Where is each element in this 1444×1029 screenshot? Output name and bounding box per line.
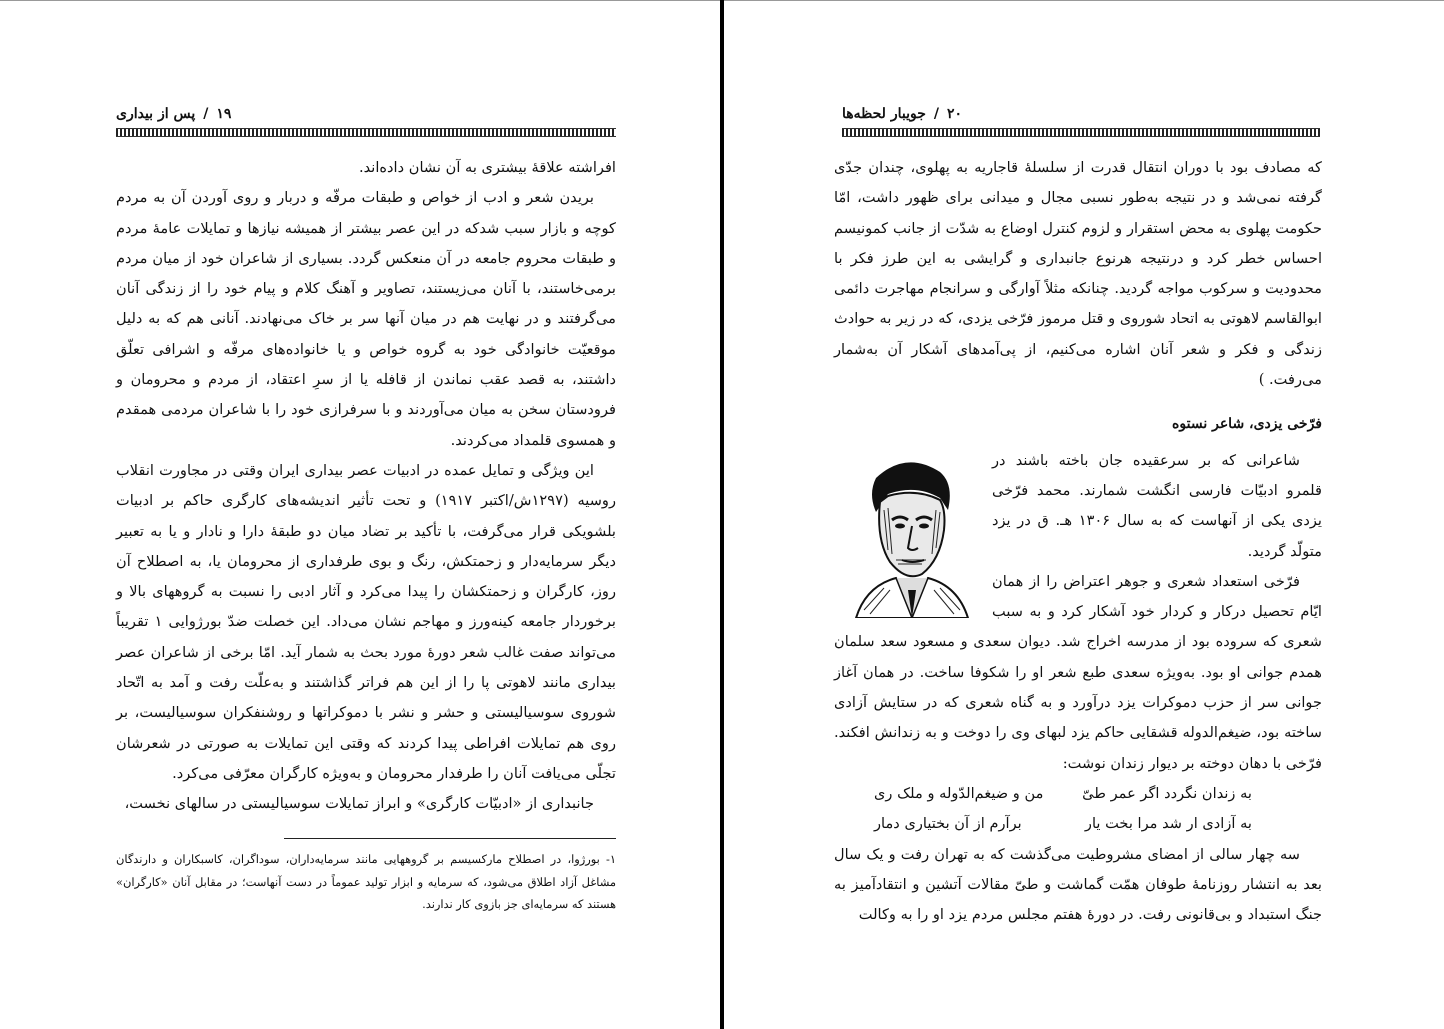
verse-hemistich: برآرم از آن بختیاری دمار (874, 815, 1022, 833)
verse-line (834, 779, 1322, 809)
paragraph: این ویژگی و تمایل عمده در ادبیات عصر بیداری ایران وقتی در مجاورت انقلاب روسیه (۱۲۹۷ش/اکتبر ۱۹۱۷) و تحت تأثیر اندیشه‌های کارگری حاکم بر ادبیات بلشویکی قرار می‌گرفت، با تأکید بر تضاد میان دو طبقهٔ دارا و نادار و یا به تعبیر دیگر سرمایه‌دار و زحمتکش، رنگ و بوی طرفداری از محرومان یا، به اصطلاح آن روز، کارگران و زحمتکشان را پیدا می‌کرد و آثار ادبی را نسبت به گروههای بالا و برخوردار جامعه کینه‌ورز و مهاجم نشان می‌داد. این خصلت ضدّ بورژوایی ۱ تقریباً می‌تواند صفت غالب شعر دورهٔ مورد بحث به شمار آید. امّا برخی از شاعران عصر بیداری مانند لاهوتی پا را از این هم فراتر گذاشتند و به‌علّت رفت و آمد به اتّحاد شوروی سوسیالیستی و حشر و نشر با دموکراتها و روشنفکران سوسیالیست، بر روی هم تمایلات افراطی پیدا کردند که وقتی این تمایلات به صورتی در شعرشان تجلّی می‌یافت آنان را طرفدار محرومان و به‌ویژه کارگران معرّفی می‌کرد. (116, 461, 617, 782)
footnote-separator (284, 838, 616, 839)
portrait-farrokhi-yazdi-icon (836, 450, 976, 618)
left-header-separator: / (203, 106, 209, 122)
right-page (724, 0, 1444, 1029)
right-page-header (842, 100, 1322, 122)
left-page-header (116, 100, 616, 122)
verse-hemistich: به آزادی ار شد مرا بخت یار (1084, 815, 1252, 833)
verse-hemistich: من و ضیغم‌الدّوله و ملک ری (874, 784, 1044, 802)
section-title: فرّخی یزدی، شاعر نستوه (1172, 416, 1322, 433)
verse-line (834, 809, 1322, 839)
paragraph: بریدن شعر و ادب از خواص و طبقات مرفّه و دربار و روی آوردن آن به مردم کوچه و بازار سبب شدکه در این عصر بیشتر از همیشه نیازها و تمایلات عامهٔ مردم و طبقات محروم جامعه در آن منعکس گردد. بسیاری از شاعران خود از میان مردم برمی‌خاستند، با آنان می‌زیستند، تصاویر و آهنگ کلام و پیام خود را از زندگی آنان می‌گرفتند و در نهایت هم در میان آنها سر بر خاک می‌نهادند. آنانی هم که به دلیل موقعیّت خانوادگی خود به گروه خواص و یا خانواده‌های مرفّه و اشرافی تعلّق داشتند، به قصد عقب نماندن از قافله یا از سرِ اعتقاد، از مردم و محرومان و فرودستان سخن به میان می‌آوردند و با سرفرازی خود را با شاعران مردمی همقدم و همسوی قلمداد می‌کردند. (116, 189, 616, 449)
right-body-text (834, 153, 1322, 930)
footnotes (116, 848, 616, 916)
paragraph: فرّخی استعداد شعری و جوهر اعتراض را از همان ایّام تحصیل درکار و کردار خود آشکار کرد و به سبب شعری که سروده بود از مدرسه اخراج شد. دیوان سعدی و مسعود سعد سلمان همدم جوانی او بود. به‌ویژه سعدی طبع شعر او را شکوفا ساخت. در همان آغاز جوانی سر از حزب دموکرات یزد درآورد و به گناه شعری که در ستایش آزادی ساخته بود، ضیغم‌الدوله قشقایی حاکم یزد لبهای وی را دوخت و به زندانش افکند. فرّخی با دهان دوخته بر دیوار زندان نوشت: (834, 572, 1322, 772)
left-body-text (116, 153, 616, 820)
right-header-rule (842, 128, 1320, 137)
left-running-title: پس از بیداری (116, 106, 196, 122)
right-header-separator: / (933, 106, 939, 122)
right-running-title: جویبار لحظه‌ها (842, 106, 926, 122)
footnote: ۱- بورژوا، در اصطلاح مارکسیسم بر گروههایی مانند سرمایه‌داران، سوداگران، کاسبکاران و دارندگان مشاغل آزاد اطلاق می‌شود، که سرمایه و ابزار تولید عموماً در دست آنهاست؛ در مقابل آنان «کارگران» هستند که سرمایه‌ای جز بازوی کار ندارند. (116, 852, 616, 911)
right-page-number: ۲۰ (946, 106, 963, 122)
paragraph: جانبداری از «ادبیّات کارگری» و ابراز تمایلات سوسیالیستی در سالهای نخست، (124, 795, 594, 813)
left-page (0, 0, 720, 1029)
paragraph: شاعرانی که بر سرعقیده جان باخته باشند در قلمرو ادبیّات فارسی انگشت شمارند. محمد فرّخی یزدی یکی از آنهاست که به سال ۱۳۰۶ هـ. ق در یزد متولّد گردید. (992, 451, 1322, 560)
paragraph: افراشته علاقهٔ بیشتری به آن نشان داده‌اند. (358, 159, 616, 176)
paragraph: سه چهار سالی از امضای مشروطیت می‌گذشت که به تهران رفت و یک سال بعد به انتشار روزنامهٔ طوفان همّت گماشت و طیّ مقالات آتشین و انتقادآمیز به جنگ استبداد و بی‌قانونی رفت. در دورهٔ هفتم مجلس مردم یزد او را به وکالت (834, 845, 1322, 924)
paragraph: که مصادف بود با دوران انتقال قدرت از سلسلهٔ قاجاریه به پهلوی، چندان جدّی گرفته نمی‌شد و در نتیجه به‌طور نسبی مجال و میدانی برای ظهور داشت، امّا حکومت پهلوی به محض استقرار و لزوم کنترل اوضاع به شدّت از جانب کمونیسم احساس خطر کرد و درنتیجه هرنوع جانبداری و گرایشی به این طرز فکر با محدودیت و سرکوب مواجه گردید. چنانکه مثلاً آوارگی و سرانجام مهاجرت دائمی ابوالقاسم لاهوتی به اتحاد شوروی و قتل مرموز فرّخی یزدی، که در زیر به حوادث زندگی و فکر و شعر آنان اشاره می‌کنیم، از پی‌آمدهای آشکار آن به‌شمار می‌رفت. ) (834, 159, 1322, 389)
left-page-number: ۱۹ (216, 106, 232, 122)
verse-hemistich: به زندان نگردد اگر عمر طیّ (1082, 784, 1252, 802)
left-header-rule (116, 128, 616, 137)
